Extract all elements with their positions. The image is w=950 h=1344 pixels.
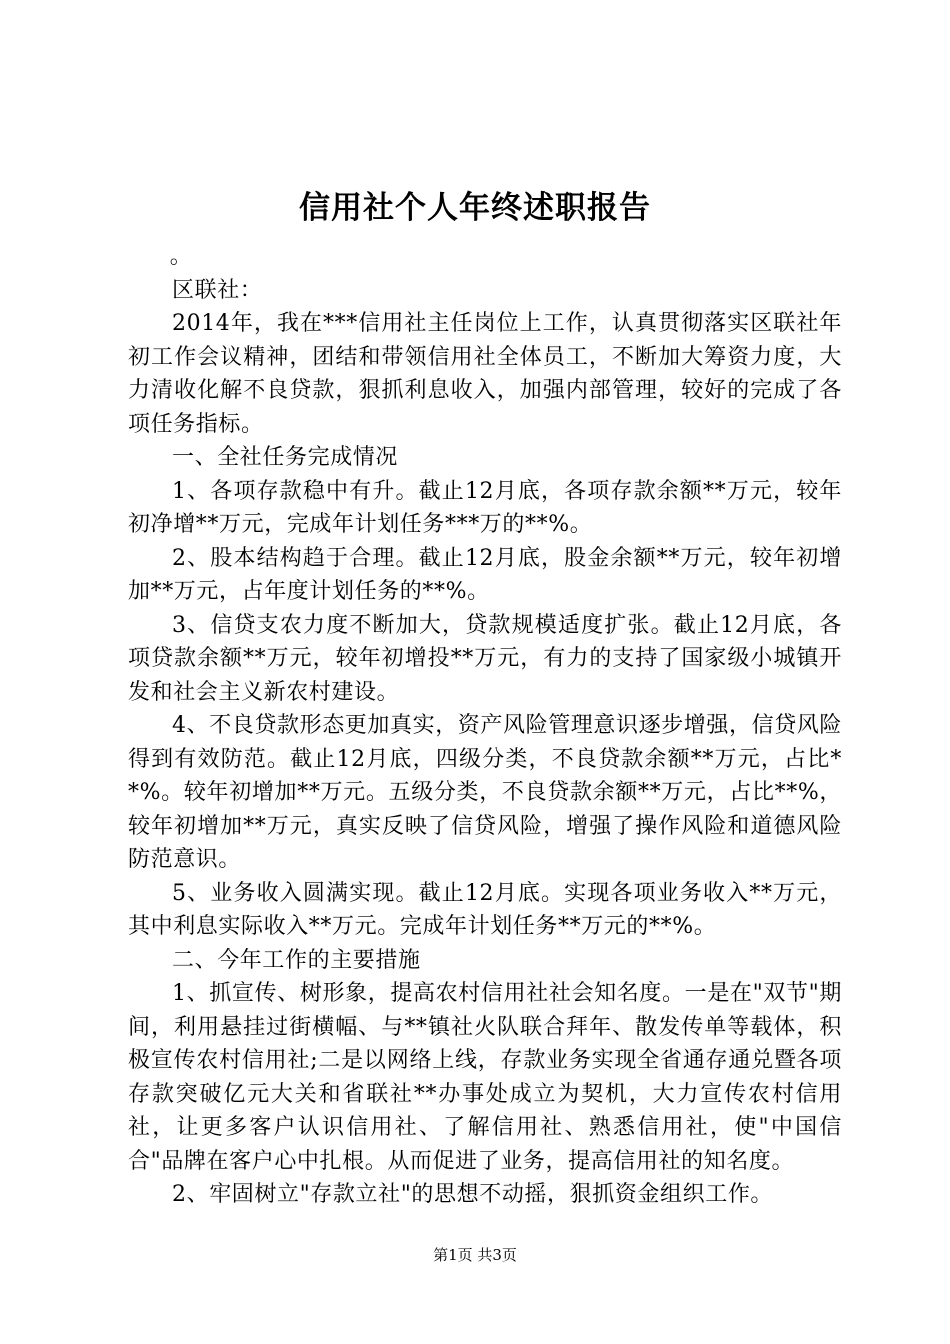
paragraph-item-3: 3、信贷支农力度不断加大，贷款规模适度扩张。截止12月底，各项贷款余额**万元，较年初增投**万元，有力的支持了国家级小城镇开发和社会主义新农村建设。 [128,612,842,705]
paragraph-mark: 。 [169,244,193,269]
salutation: 区联社： [172,277,263,303]
page-footer: 第1页 共3页 [433,1246,517,1264]
paragraph-item-4: 4、不良贷款形态更加真实，资产风险管理意识逐步增强，信贷风险得到有效防范。截止12月底，四级分类，不良贷款余额**万元，占比**%。较年初增加**万元。五级分类，不良贷款余额**万元，占比**%，较年初增加**万元，真实反映了信贷风险，增强了操作风险和道德风险防范意识。 [128,713,842,872]
measure-item-2: 2、牢固树立"存款立社"的思想不动摇，狠抓资金组织工作。 [172,1182,774,1207]
paragraph-item-2: 2、股本结构趋于合理。截止12月底，股金余额**万元，较年初增加**万元，占年度计划任务的**%。 [128,545,842,604]
document-title: 信用社个人年终述职报告 [299,190,651,226]
paragraph-item-1: 1、各项存款稳中有升。截止12月底，各项存款余额**万元，较年初净增**万元，完成年计划任务***万的**%。 [128,478,842,537]
section-heading-1: 一、全社任务完成情况 [172,445,399,470]
measure-item-1: 1、抓宣传、树形象，提高农村信用社社会知名度。一是在"双节"期间，利用悬挂过街横幅、与**镇社火队联合拜年、散发传单等载体，积极宣传农村信用社;二是以网络上线，存款业务实现全省通存通兑暨各项存款突破亿元大关和省联社**办事处成立为契机，大力宣传农村信用社，让更多客户认识信用社、了解信用社、熟悉信用社，使"中国信合"品牌在客户心中扎根。从而促进了业务，提高信用社的知名度。 [128,981,842,1174]
section-heading-2: 二、今年工作的主要措施 [172,947,421,973]
paragraph-item-5: 5、业务收入圆满实现。截止12月底。实现各项业务收入**万元，其中利息实际收入**万元。完成年计划任务**万元的**%。 [128,880,842,939]
intro-paragraph: 2014年，我在***信用社主任岗位上工作，认真贯彻落实区联社年初工作会议精神，团结和带领信用社全体员工，不断加大筹资力度，大力清收化解不良贷款，狠抓利息收入，加强内部管理，较好的完成了各项任务指标。 [128,311,842,437]
document-body [128,240,842,1212]
